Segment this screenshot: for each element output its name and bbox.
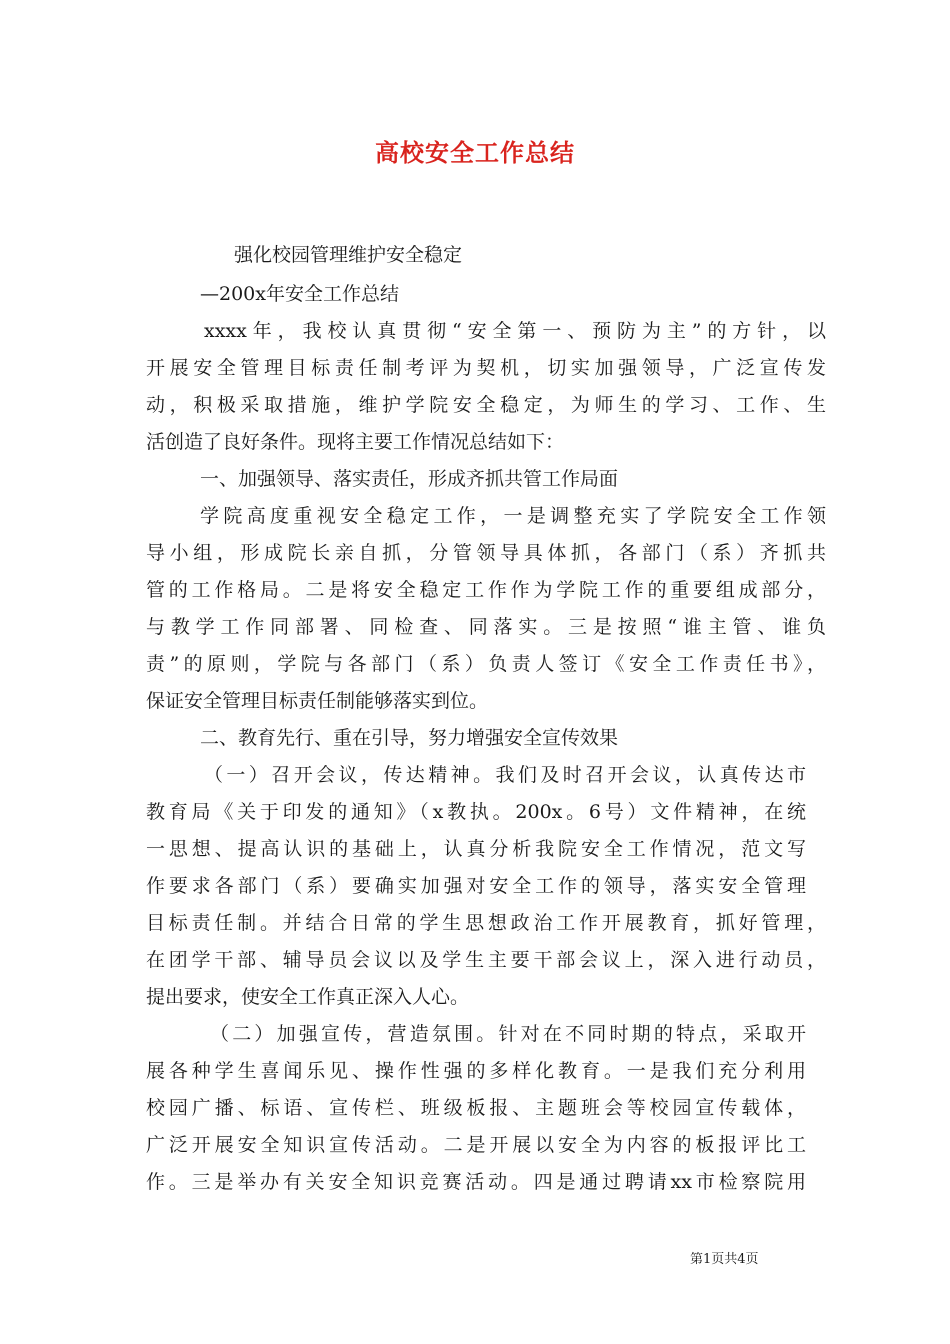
subtitle-year-line: —200x年安全工作总结 [200,283,399,305]
section-heading-1: 一、加强领导、落实责任，形成齐抓共管工作局面 [200,468,619,490]
body-line: 作要求各部门（系）要确实加强对安全工作的领导，落实安全管理 [146,875,806,897]
section-heading-2: 二、教育先行、重在引导，努力增强安全宣传效果 [200,727,619,749]
body-line: 校园广播、标语、宣传栏、班级板报、主题班会等校园宣传载体， [146,1097,806,1119]
body-line: 在团学干部、辅导员会议以及学生主要干部会议上，深入进行动员， [146,949,826,971]
body-line: 教育局《关于印发的通知》（x教执。200x。6号）文件精神，在统 [146,801,806,823]
body-line: 保证安全管理目标责任制能够落实到位。 [146,690,489,712]
body-line: 提出要求，使安全工作真正深入人心。 [146,986,470,1008]
body-line: 学院高度重视安全稳定工作，一是调整充实了学院安全工作领 [200,505,826,527]
body-line: 目标责任制。并结合日常的学生思想政治工作开展教育，抓好管理， [146,912,826,934]
body-line: 开展安全管理目标责任制考评为契机，切实加强领导，广泛宣传发 [146,357,826,379]
body-line: 展各种学生喜闻乐见、操作性强的多样化教育。一是我们充分利用 [146,1060,806,1082]
body-line: 导小组，形成院长亲自抓，分管领导具体抓，各部门（系）齐抓共 [146,542,826,564]
body-line: 责”的原则，学院与各部门（系）负责人签订《安全工作责任书》， [146,653,826,675]
body-line: xxxx年，我校认真贯彻“安全第一、预防为主”的方针，以 [204,320,826,342]
body-line: 动，积极采取措施，维护学院安全稳定，为师生的学习、工作、生 [146,394,826,416]
body-line: 作。三是举办有关安全知识竞赛活动。四是通过聘请xx市检察院用 [146,1171,806,1193]
body-line: （一）召开会议，传达精神。我们及时召开会议，认真传达市 [204,764,806,786]
body-line: （二）加强宣传，营造氛围。针对在不同时期的特点，采取开 [210,1023,806,1045]
page-number: 第1页共4页 [690,1252,759,1267]
body-line: 与教学工作同部署、同检查、同落实。三是按照“谁主管、谁负 [146,616,826,638]
body-line: 活创造了良好条件。现将主要工作情况总结如下： [146,431,565,453]
body-line: 一思想、提高认识的基础上，认真分析我院安全工作情况，范文写 [146,838,806,860]
body-line: 广泛开展安全知识宣传活动。二是开展以安全为内容的板报评比工 [146,1134,806,1156]
body-line: 管的工作格局。二是将安全稳定工作作为学院工作的重要组成部分， [146,579,826,601]
document-title: 高校安全工作总结 [375,138,575,167]
subtitle-line: 强化校园管理维护安全稳定 [234,244,463,266]
